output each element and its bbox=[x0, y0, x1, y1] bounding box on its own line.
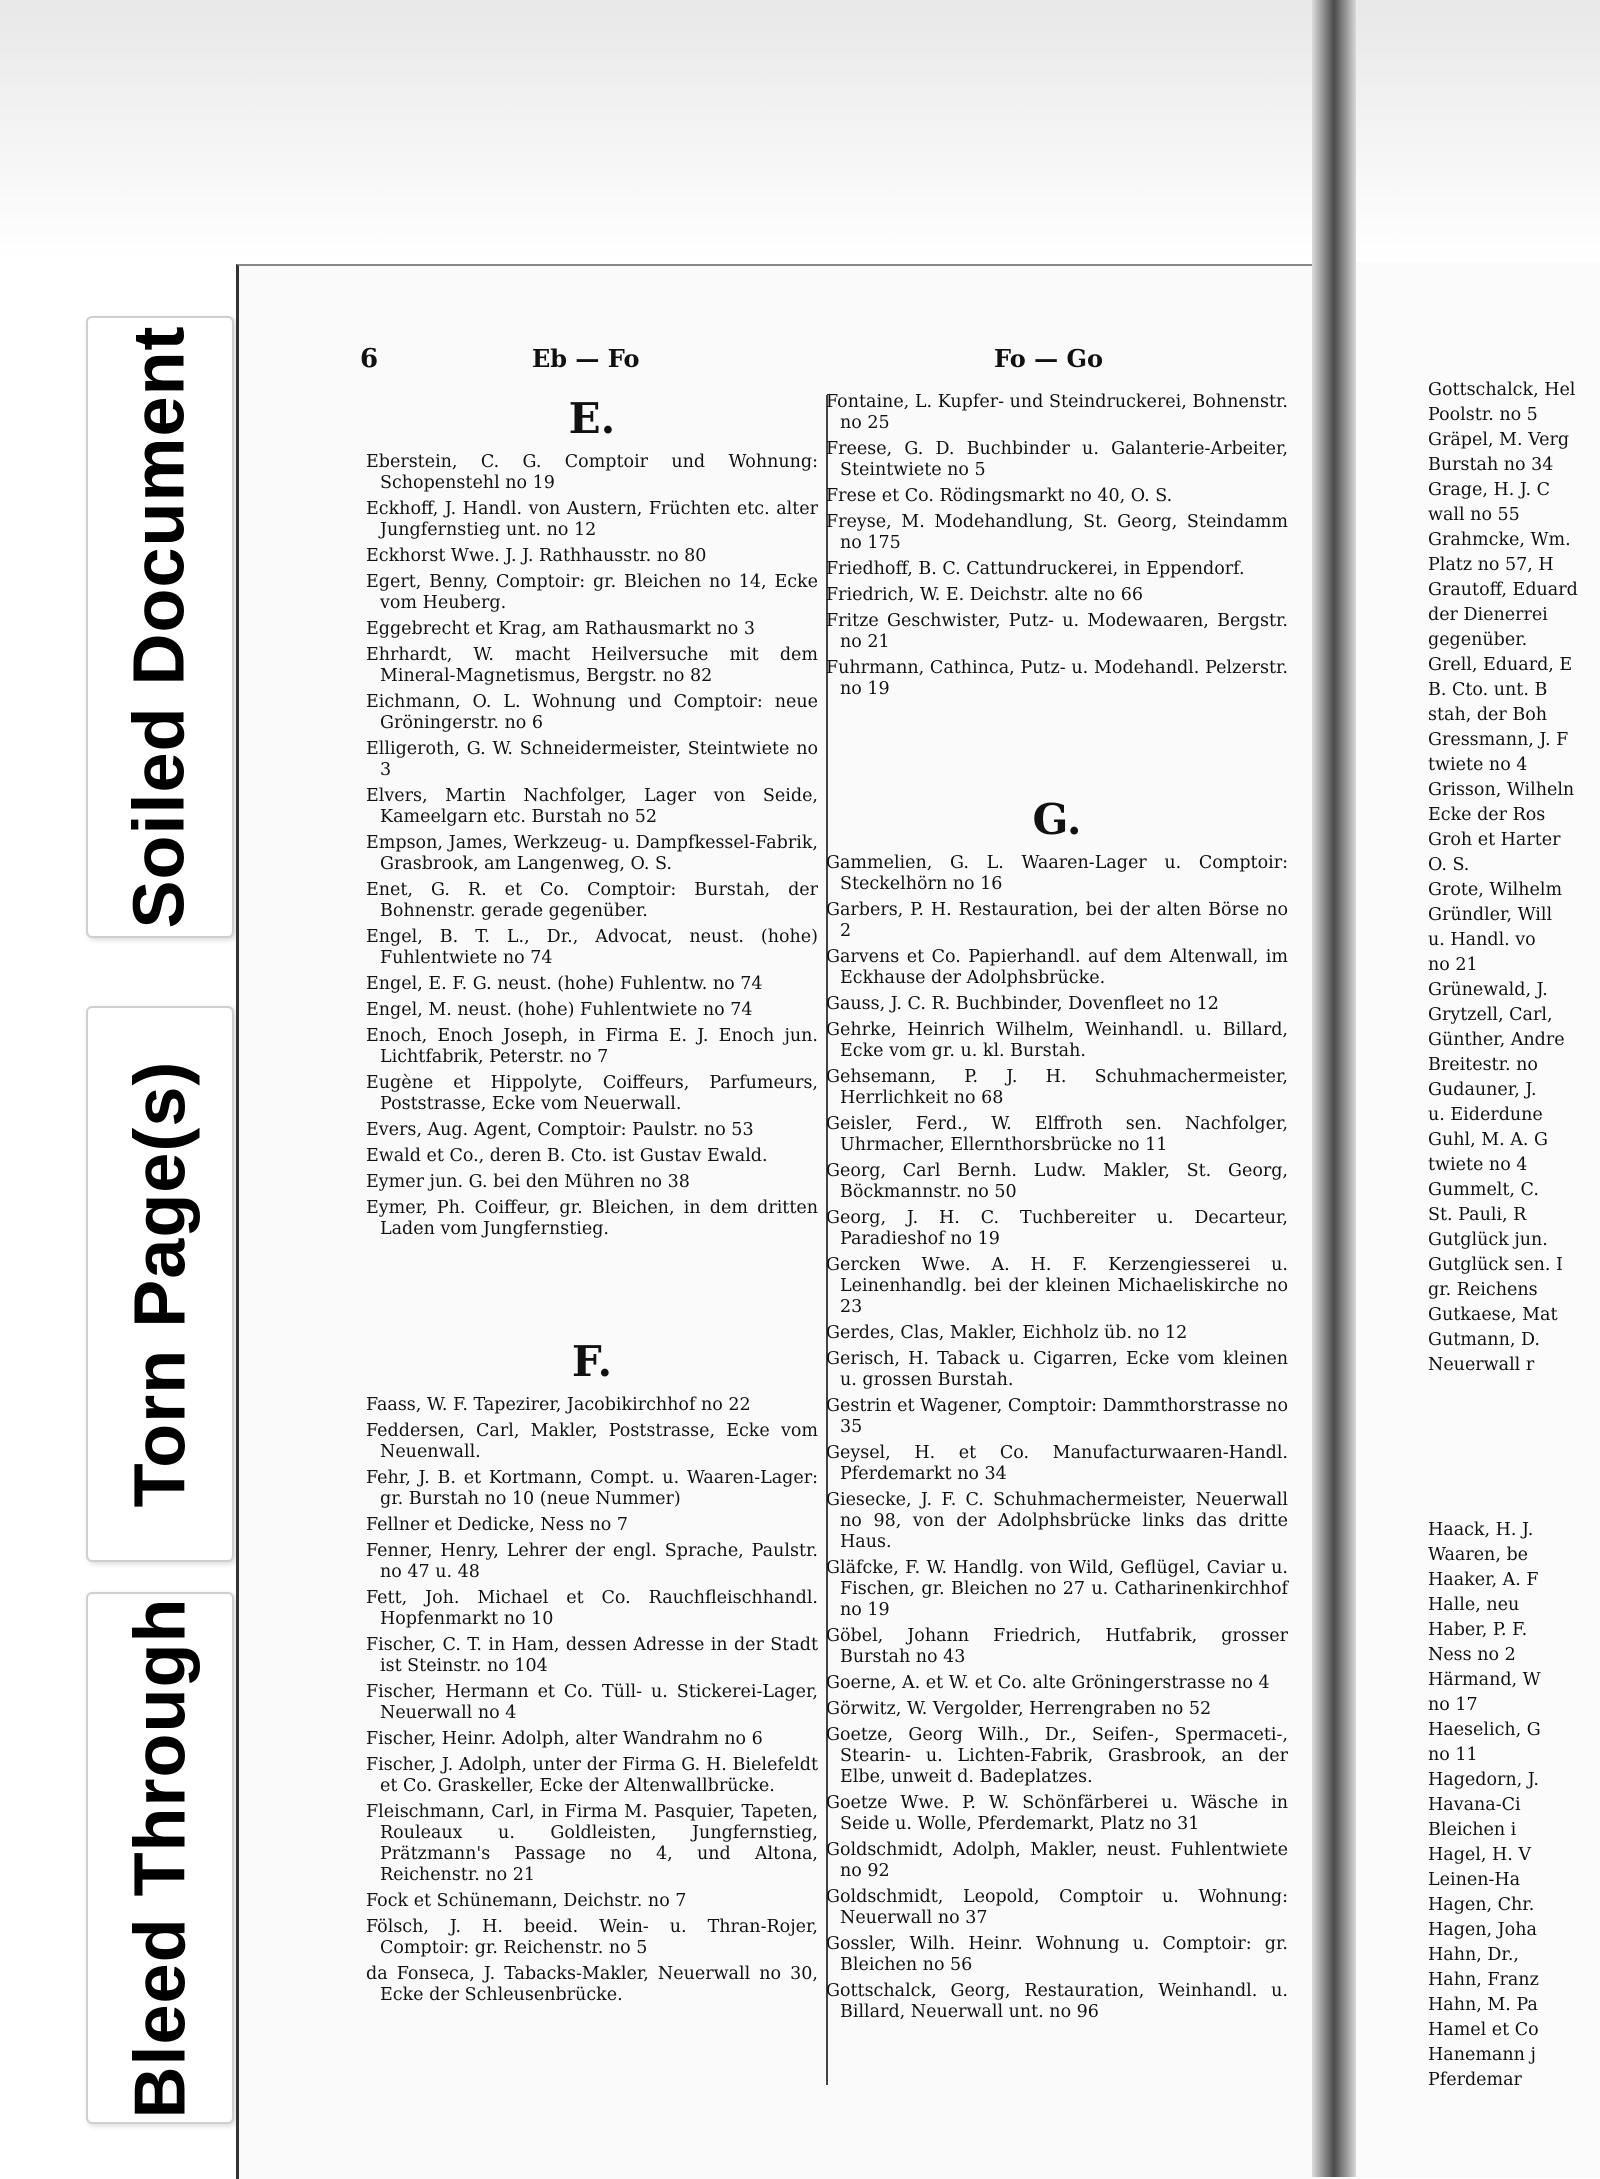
directory-entry: Empson, James, Werkzeug- u. Dampfkessel-Fabrik, Grasbrook, am Langenweg, O. S. bbox=[366, 833, 818, 874]
directory-entry: Fleischmann, Carl, in Firma M. Pasquier, Tapeten, Rouleaux u. Goldleisten, Jungfernstieg, Prätzmann's Passage no 4, und Altona, Reichenstr. no 21 bbox=[366, 1802, 818, 1885]
next-page-entries-top bbox=[1428, 380, 1600, 1376]
directory-entry: Eymer, Ph. Coiffeur, gr. Bleichen, in dem dritten Laden vom Jungfernstieg. bbox=[366, 1198, 818, 1239]
entries-g bbox=[826, 853, 1288, 2023]
directory-entry: Gräpel, M. Verg bbox=[1428, 430, 1570, 450]
directory-entry: Günther, Andre bbox=[1428, 1030, 1565, 1050]
directory-entry: twiete no 4 bbox=[1428, 755, 1528, 775]
directory-entry: Goldschmidt, Adolph, Makler, neust. Fuhlentwiete no 92 bbox=[826, 1840, 1288, 1881]
directory-entry: Grahmcke, Wm. bbox=[1428, 530, 1571, 550]
directory-entry: St. Pauli, R bbox=[1428, 1205, 1527, 1225]
directory-entry: Fritze Geschwister, Putz- u. Modewaaren, Bergstr. no 21 bbox=[826, 611, 1288, 652]
section-letter-f: F. bbox=[571, 1337, 613, 1386]
directory-entry: da Fonseca, J. Tabacks-Makler, Neuerwall no 30, Ecke der Schleusenbrücke. bbox=[366, 1964, 818, 2005]
directory-entry: Garbers, P. H. Restauration, bei der alten Börse no 2 bbox=[826, 900, 1288, 941]
left-running-head: Eb — Fo bbox=[532, 344, 640, 373]
section-letter-g: G. bbox=[1032, 795, 1082, 844]
directory-entry: Gauss, J. C. R. Buchbinder, Dovenfleet no 12 bbox=[826, 994, 1219, 1014]
directory-entry: Fock et Schünemann, Deichstr. no 7 bbox=[366, 1891, 687, 1911]
directory-entry: Fischer, Hermann et Co. Tüll- u. Stickerei-Lager, Neuerwall no 4 bbox=[366, 1682, 818, 1723]
directory-entry: Platz no 57, H bbox=[1428, 555, 1554, 575]
directory-entry: Görwitz, W. Vergolder, Herrengraben no 52 bbox=[826, 1699, 1212, 1719]
next-page-column bbox=[1428, 380, 1600, 2095]
label-soiled-document-text: Soiled Document bbox=[120, 325, 200, 929]
directory-entry: der Dienerrei bbox=[1428, 605, 1548, 625]
directory-entry: Grisson, Wilheln bbox=[1428, 780, 1575, 800]
directory-entry: Hahn, Franz bbox=[1428, 1970, 1539, 1990]
directory-entry: Georg, J. H. C. Tuchbereiter u. Decarteur, Paradieshof no 19 bbox=[826, 1208, 1288, 1249]
directory-entry: Evers, Aug. Agent, Comptoir: Paulstr. no 53 bbox=[366, 1120, 754, 1140]
directory-entry: Gehrke, Heinrich Wilhelm, Weinhandl. u. Billard, Ecke vom gr. u. kl. Burstah. bbox=[826, 1020, 1288, 1061]
directory-entry: Fischer, C. T. in Ham, dessen Adresse in der Stadt ist Steinstr. no 104 bbox=[366, 1635, 818, 1676]
label-bleed-through-text: Bleed Through bbox=[120, 1597, 201, 2119]
directory-entry: Guhl, M. A. G bbox=[1428, 1130, 1549, 1150]
directory-entry: Eckhorst Wwe. J. J. Rathhausstr. no 80 bbox=[366, 546, 707, 566]
entries-f-continued bbox=[826, 392, 1288, 700]
directory-entry: Freyse, M. Modehandlung, St. Georg, Steindamm no 175 bbox=[826, 512, 1288, 553]
directory-entry: Fontaine, L. Kupfer- und Steindruckerei, Bohnenstr. no 25 bbox=[826, 392, 1288, 433]
directory-entry: Grell, Eduard, E bbox=[1428, 655, 1573, 675]
directory-entry: Goetze Wwe. P. W. Schönfärberei u. Wäsche in Seide u. Wolle, Pferdemarkt, Platz no 31 bbox=[826, 1793, 1288, 1834]
directory-entry: Enet, G. R. et Co. Comptoir: Burstah, der Bohnenstr. gerade gegenüber. bbox=[366, 880, 818, 921]
directory-entry: Egert, Benny, Comptoir: gr. Bleichen no 14, Ecke vom Heuberg. bbox=[366, 572, 818, 613]
directory-entry: Gudauner, J. bbox=[1428, 1080, 1537, 1100]
directory-entry: Hagedorn, J. bbox=[1428, 1770, 1539, 1790]
directory-entry: wall no 55 bbox=[1428, 505, 1520, 525]
directory-entry: Fett, Joh. Michael et Co. Rauchfleischhandl. Hopfenmarkt no 10 bbox=[366, 1588, 818, 1629]
directory-entry: gr. Reichens bbox=[1428, 1280, 1538, 1300]
directory-entry: Goerne, A. et W. et Co. alte Gröningerstrasse no 4 bbox=[826, 1673, 1270, 1693]
directory-entry: Giesecke, J. F. C. Schuhmachermeister, Neuerwall no 98, von der Adolphsbrücke links das dritte Haus. bbox=[826, 1490, 1288, 1552]
directory-entry: Grage, H. J. C bbox=[1428, 480, 1551, 500]
directory-entry: Bleichen i bbox=[1428, 1820, 1517, 1840]
directory-entry: Havana-Ci bbox=[1428, 1795, 1521, 1815]
directory-entry: Elvers, Martin Nachfolger, Lager von Seide, Kameelgarn etc. Burstah no 52 bbox=[366, 786, 818, 827]
directory-entry: Pferdemar bbox=[1428, 2070, 1522, 2090]
directory-entry: Gehsemann, P. J. H. Schuhmachermeister, Herrlichkeit no 68 bbox=[826, 1067, 1288, 1108]
scan-background bbox=[0, 0, 1600, 262]
directory-entry: Gutglück sen. I bbox=[1428, 1255, 1563, 1275]
directory-entry: Elligeroth, G. W. Schneidermeister, Steintwiete no 3 bbox=[366, 739, 818, 780]
right-running-head: Fo — Go bbox=[994, 344, 1103, 373]
directory-entry: Hamel et Co bbox=[1428, 2020, 1539, 2040]
directory-entry: Fellner et Dedicke, Ness no 7 bbox=[366, 1515, 629, 1535]
directory-entry: Gercken Wwe. A. H. F. Kerzengiesserei u. Leinenhandlg. bei der kleinen Michaeliskirche no 23 bbox=[826, 1255, 1288, 1317]
directory-entry: Waaren, be bbox=[1428, 1545, 1529, 1565]
directory-entry: Grautoff, Eduard bbox=[1428, 580, 1578, 600]
label-torn-pages bbox=[86, 1006, 234, 1562]
directory-entry: Hahn, Dr., bbox=[1428, 1945, 1519, 1965]
directory-entry: Engel, B. T. L., Dr., Advocat, neust. (hohe) Fuhlentwiete no 74 bbox=[366, 927, 818, 968]
left-column bbox=[366, 388, 818, 2011]
directory-entry: Ehrhardt, W. macht Heilversuche mit dem Mineral-Magnetismus, Bergstr. no 82 bbox=[366, 645, 818, 686]
directory-entry: u. Handl. vo bbox=[1428, 930, 1536, 950]
directory-entry: Enoch, Enoch Joseph, in Firma E. J. Enoch jun. Lichtfabrik, Peterstr. no 7 bbox=[366, 1026, 818, 1067]
directory-entry: Ewald et Co., deren B. Cto. ist Gustav Ewald. bbox=[366, 1146, 768, 1166]
directory-entry: gegenüber. bbox=[1428, 630, 1528, 650]
directory-entry: Fehr, J. B. et Kortmann, Compt. u. Waaren-Lager: gr. Burstah no 10 (neue Nummer) bbox=[366, 1468, 818, 1509]
directory-entry: Haeselich, G bbox=[1428, 1720, 1541, 1740]
directory-entry: Gottschalck, Georg, Restauration, Weinhandl. u. Billard, Neuerwall unt. no 96 bbox=[826, 1981, 1288, 2022]
label-torn-pages-text: Torn Page(s) bbox=[120, 1060, 200, 1508]
directory-entry: Haber, P. F. bbox=[1428, 1620, 1528, 1640]
directory-entry: u. Eiderdune bbox=[1428, 1105, 1543, 1125]
directory-entry: Grünewald, J. bbox=[1428, 980, 1548, 1000]
right-column bbox=[826, 392, 1288, 2028]
directory-entry: Eberstein, C. G. Comptoir und Wohnung: Schopenstehl no 19 bbox=[366, 452, 818, 493]
directory-entry: Gerdes, Clas, Makler, Eichholz üb. no 12 bbox=[826, 1323, 1188, 1343]
directory-entry: Gutkaese, Mat bbox=[1428, 1305, 1558, 1325]
directory-entry: Gutmann, D. bbox=[1428, 1330, 1540, 1350]
directory-entry: Leinen-Ha bbox=[1428, 1870, 1521, 1890]
directory-entry: Göbel, Johann Friedrich, Hutfabrik, grosser Burstah no 43 bbox=[826, 1626, 1288, 1667]
directory-entry: Ecke der Ros bbox=[1428, 805, 1546, 825]
directory-entry: B. Cto. unt. B bbox=[1428, 680, 1548, 700]
directory-entry: Ness no 2 bbox=[1428, 1645, 1516, 1665]
directory-entry: Hagen, Chr. bbox=[1428, 1895, 1535, 1915]
directory-entry: Groh et Harter bbox=[1428, 830, 1561, 850]
directory-entry: Grote, Wilhelm bbox=[1428, 880, 1563, 900]
directory-entry: Frese et Co. Rödingsmarkt no 40, O. S. bbox=[826, 486, 1173, 506]
directory-entry: Gläfcke, F. W. Handlg. von Wild, Geflügel, Caviar u. Fischen, gr. Bleichen no 27 u. Catharinenkirchhof no 19 bbox=[826, 1558, 1288, 1620]
section-letter-e: E. bbox=[568, 394, 616, 443]
directory-entry: Haack, H. J. bbox=[1428, 1520, 1534, 1540]
directory-entry: Geysel, H. et Co. Manufacturwaaren-Handl. Pferdemarkt no 34 bbox=[826, 1443, 1288, 1484]
page-edge-shadow bbox=[1312, 0, 1356, 2177]
directory-entry: no 17 bbox=[1428, 1695, 1478, 1715]
directory-entry: Georg, Carl Bernh. Ludw. Makler, St. Georg, Böckmannstr. no 50 bbox=[826, 1161, 1288, 1202]
directory-entry: Gummelt, C. bbox=[1428, 1180, 1539, 1200]
directory-entry: Gutglück jun. bbox=[1428, 1230, 1548, 1250]
directory-entry: Fölsch, J. H. beeid. Wein- u. Thran-Rojer, Comptoir: gr. Reichenstr. no 5 bbox=[366, 1917, 818, 1958]
directory-entry: Engel, E. F. G. neust. (hohe) Fuhlentw. no 74 bbox=[366, 974, 763, 994]
directory-entry: Gossler, Wilh. Heinr. Wohnung u. Comptoir: gr. Bleichen no 56 bbox=[826, 1934, 1288, 1975]
directory-entry: Härmand, W bbox=[1428, 1670, 1541, 1690]
label-soiled-document bbox=[86, 316, 234, 938]
directory-entry: Poolstr. no 5 bbox=[1428, 405, 1538, 425]
directory-entry: Eichmann, O. L. Wohnung und Comptoir: neue Gröningerstr. no 6 bbox=[366, 692, 818, 733]
directory-entry: Feddersen, Carl, Makler, Poststrasse, Ecke vom Neuenwall. bbox=[366, 1421, 818, 1462]
directory-entry: Freese, G. D. Buchbinder u. Galanterie-Arbeiter, Steintwiete no 5 bbox=[826, 439, 1288, 480]
directory-entry: Fischer, J. Adolph, unter der Firma G. H. Bielefeldt et Co. Graskeller, Ecke der Altenwallbrücke. bbox=[366, 1755, 818, 1796]
directory-entry: Gottschalck, Hel bbox=[1428, 380, 1576, 400]
directory-entry: Burstah no 34 bbox=[1428, 455, 1554, 475]
directory-entry: Eggebrecht et Krag, am Rathausmarkt no 3 bbox=[366, 619, 755, 639]
directory-entry: twiete no 4 bbox=[1428, 1155, 1528, 1175]
directory-entry: Eckhoff, J. Handl. von Austern, Früchten etc. alter Jungfernstieg unt. no 12 bbox=[366, 499, 818, 540]
directory-entry: stah, der Boh bbox=[1428, 705, 1547, 725]
directory-entry: Gressmann, J. F bbox=[1428, 730, 1569, 750]
directory-entry: Gestrin et Wagener, Comptoir: Dammthorstrasse no 35 bbox=[826, 1396, 1288, 1437]
directory-entry: Friedrich, W. E. Deichstr. alte no 66 bbox=[826, 585, 1144, 605]
next-page-entries-bottom bbox=[1428, 1520, 1600, 2091]
directory-entry: Hahn, M. Pa bbox=[1428, 1995, 1538, 2015]
directory-entry: Geisler, Ferd., W. Elffroth sen. Nachfolger, Uhrmacher, Ellernthorsbrücke no 11 bbox=[826, 1114, 1288, 1155]
label-bleed-through bbox=[86, 1592, 234, 2124]
directory-entry: Engel, M. neust. (hohe) Fuhlentwiete no 74 bbox=[366, 1000, 753, 1020]
directory-entry: Garvens et Co. Papierhandl. auf dem Altenwall, im Eckhause der Adolphsbrücke. bbox=[826, 947, 1288, 988]
directory-entry: Gammelien, G. L. Waaren-Lager u. Comptoir: Steckelhörn no 16 bbox=[826, 853, 1288, 894]
directory-entry: Goetze, Georg Wilh., Dr., Seifen-, Spermaceti-, Stearin- u. Lichten-Fabrik, Grasbrook, an der Elbe, unweit d. Badeplatzes. bbox=[826, 1725, 1288, 1787]
directory-entry: Hanemann j bbox=[1428, 2045, 1536, 2065]
directory-entry: Fenner, Henry, Lehrer der engl. Sprache, Paulstr. no 47 u. 48 bbox=[366, 1541, 818, 1582]
entries-f bbox=[366, 1395, 818, 2006]
directory-entry: Eymer jun. G. bei den Mühren no 38 bbox=[366, 1172, 690, 1192]
directory-entry: no 21 bbox=[1428, 955, 1478, 975]
directory-entry: Halle, neu bbox=[1428, 1595, 1520, 1615]
directory-entry: Goldschmidt, Leopold, Comptoir u. Wohnung: Neuerwall no 37 bbox=[826, 1887, 1288, 1928]
directory-entry: Neuerwall r bbox=[1428, 1355, 1535, 1375]
directory-entry: Hagen, Joha bbox=[1428, 1920, 1537, 1940]
directory-entry: Friedhoff, B. C. Cattundruckerei, in Eppendorf. bbox=[826, 559, 1245, 579]
entries-e bbox=[366, 452, 818, 1240]
directory-entry: Breitestr. no bbox=[1428, 1055, 1538, 1075]
directory-entry: Hagel, H. V bbox=[1428, 1845, 1532, 1865]
directory-entry: no 11 bbox=[1428, 1745, 1478, 1765]
directory-entry: Haaker, A. F bbox=[1428, 1570, 1539, 1590]
directory-entry: Gerisch, H. Taback u. Cigarren, Ecke vom kleinen u. grossen Burstah. bbox=[826, 1349, 1288, 1390]
directory-entry: Eugène et Hippolyte, Coiffeurs, Parfumeurs, Poststrasse, Ecke vom Neuerwall. bbox=[366, 1073, 818, 1114]
directory-entry: Fuhrmann, Cathinca, Putz- u. Modehandl. Pelzerstr. no 19 bbox=[826, 658, 1288, 699]
directory-entry: Gründler, Will bbox=[1428, 905, 1553, 925]
directory-entry: Faass, W. F. Tapezirer, Jacobikirchhof no 22 bbox=[366, 1395, 751, 1415]
page-number: 6 bbox=[360, 344, 379, 374]
directory-entry: O. S. bbox=[1428, 855, 1470, 875]
directory-entry: Grytzell, Carl, bbox=[1428, 1005, 1553, 1025]
directory-entry: Fischer, Heinr. Adolph, alter Wandrahm no 6 bbox=[366, 1729, 763, 1749]
